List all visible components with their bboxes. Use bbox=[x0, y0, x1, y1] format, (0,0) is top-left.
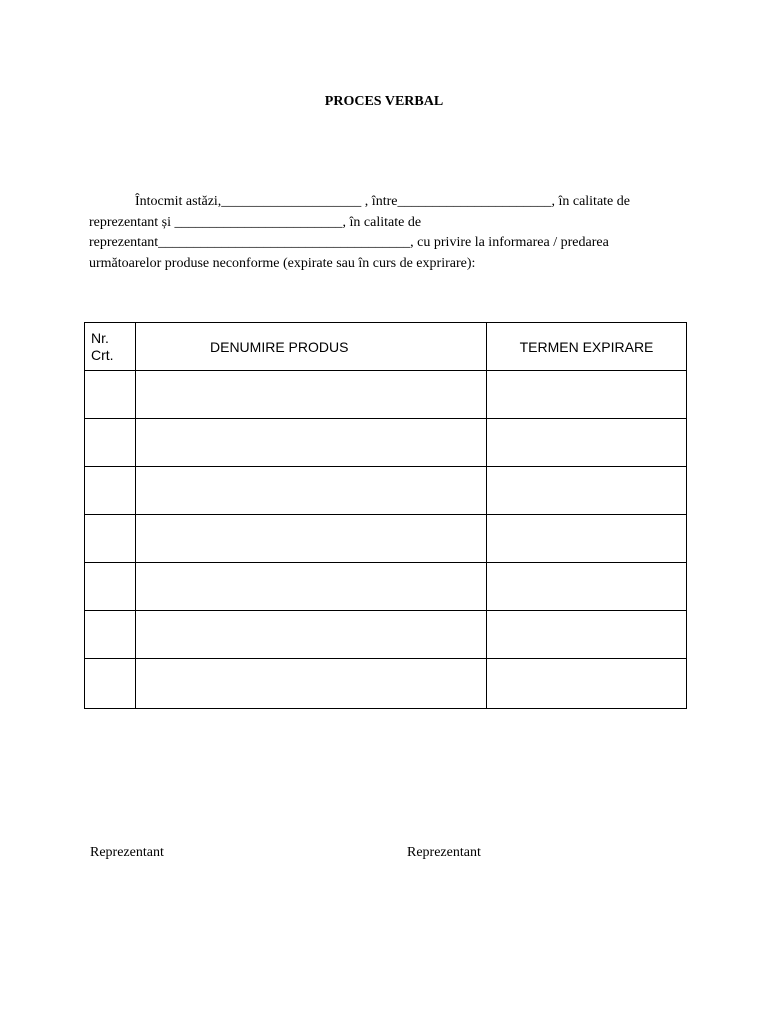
intro-line-1 bbox=[89, 192, 669, 213]
cell-nr[interactable] bbox=[85, 371, 136, 419]
cell-expiry[interactable] bbox=[487, 371, 687, 419]
cell-nr[interactable] bbox=[85, 563, 136, 611]
signature-left-label: Reprezentant bbox=[90, 845, 164, 860]
table-row bbox=[85, 515, 687, 563]
cell-expiry[interactable] bbox=[487, 515, 687, 563]
intro-line-2: reprezentant și ________________________, în calitate de bbox=[89, 214, 422, 230]
document-title: PROCES VERBAL bbox=[324, 94, 444, 109]
cell-expiry[interactable] bbox=[487, 467, 687, 515]
intro-paragraph bbox=[89, 192, 669, 275]
table-row bbox=[85, 611, 687, 659]
signature-right-label: Reprezentant bbox=[407, 845, 481, 860]
cell-nr[interactable] bbox=[85, 659, 136, 709]
header-nr-text: Nr. bbox=[91, 329, 109, 346]
cell-expiry[interactable] bbox=[487, 611, 687, 659]
cell-nr[interactable] bbox=[85, 467, 136, 515]
header-crt-text: Crt. bbox=[91, 346, 114, 363]
cell-product-name[interactable] bbox=[136, 659, 487, 709]
products-table bbox=[84, 322, 687, 709]
cell-expiry[interactable] bbox=[487, 563, 687, 611]
cell-product-name[interactable] bbox=[136, 371, 487, 419]
table-row bbox=[85, 419, 687, 467]
cell-product-name[interactable] bbox=[136, 419, 487, 467]
cell-product-name[interactable] bbox=[136, 563, 487, 611]
table-header-row bbox=[85, 323, 687, 371]
cell-expiry[interactable] bbox=[487, 419, 687, 467]
cell-nr[interactable] bbox=[85, 611, 136, 659]
header-product-name: DENUMIRE PRODUS bbox=[136, 323, 487, 371]
intro-line-4: următoarelor produse neconforme (expirate sau în curs de exprirare): bbox=[89, 256, 476, 272]
intro-line-3: reprezentant____________________________________, cu privire la informarea / predarea bbox=[89, 235, 609, 251]
table-row bbox=[85, 659, 687, 709]
table-row bbox=[85, 371, 687, 419]
table-row bbox=[85, 467, 687, 515]
cell-expiry[interactable] bbox=[487, 659, 687, 709]
cell-product-name[interactable] bbox=[136, 467, 487, 515]
table-row bbox=[85, 563, 687, 611]
cell-nr[interactable] bbox=[85, 515, 136, 563]
cell-product-name[interactable] bbox=[136, 611, 487, 659]
cell-product-name[interactable] bbox=[136, 515, 487, 563]
header-nr-crt bbox=[85, 323, 136, 371]
header-expiry-date: TERMEN EXPIRARE bbox=[487, 323, 687, 371]
cell-nr[interactable] bbox=[85, 419, 136, 467]
intro-line-1-text: Întocmit astăzi,____________________ , între______________________, în calitate de bbox=[135, 194, 630, 209]
